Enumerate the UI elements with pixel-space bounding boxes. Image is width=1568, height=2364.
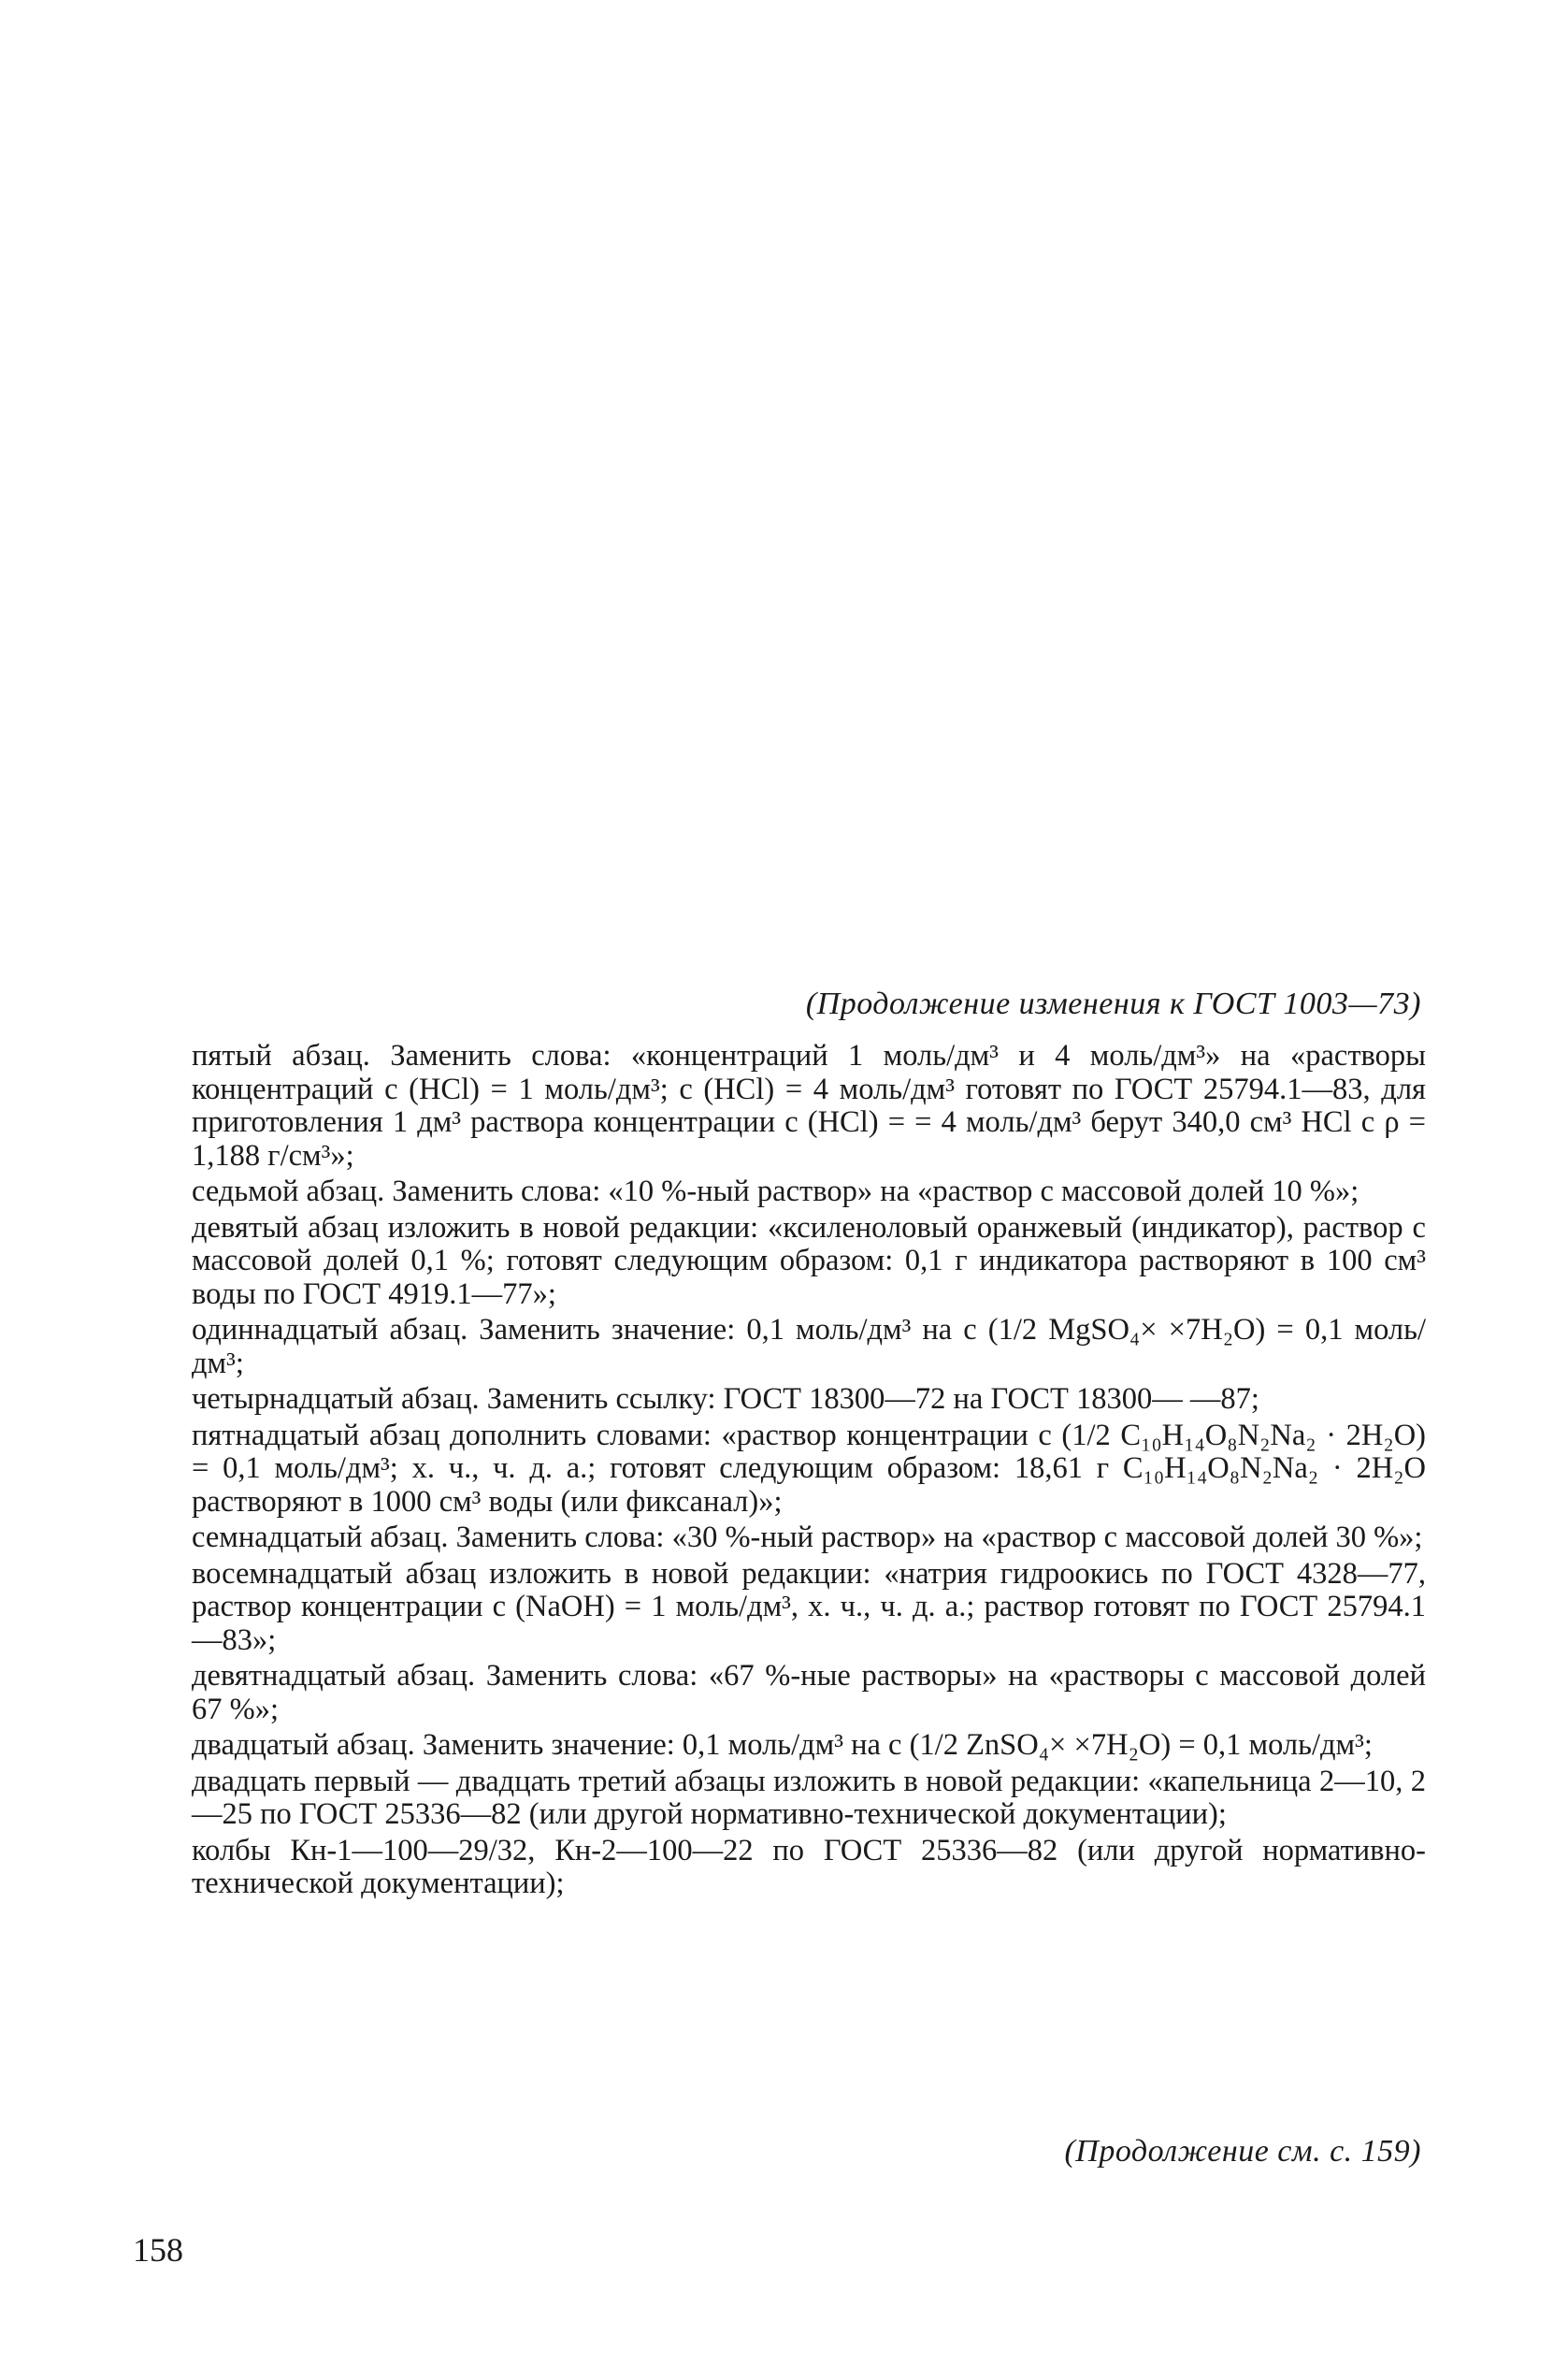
paragraph: восемнадцатый абзац изложить в новой редакции: «натрия гидроокись по ГОСТ 4328—77, раствор концентрации c (NaOH) = 1 моль/дм³, х. ч., ч. д. а.; раствор готовят по ГОСТ 25794.1—83»;	[192, 1556, 1426, 1657]
paragraph: пятнадцатый абзац дополнить словами: «раствор концентрации c (1/2 C₁₀H₁₄O₈N₂Na₂ · 2H₂O) = 0,1 моль/дм³; х. ч., ч. д. а.; готовят следующим образом: 18,61 г C₁₀H₁₄O₈N₂Na₂ · 2H₂O растворяют в 1000 см³ воды (или фиксанал)»;	[192, 1418, 1426, 1519]
paragraph: колбы Кн-1—100—29/32, Кн-2—100—22 по ГОСТ 25336—82 (или другой нормативно-технической документации);	[192, 1833, 1426, 1900]
paragraph: девятый абзац изложить в новой редакции: «ксиленоловый оранжевый (индикатор), раствор с массовой долей 0,1 %; готовят следующим образом: 0,1 г индикатора растворяют в 100 см³ воды по ГОСТ 4919.1—77»;	[192, 1210, 1426, 1311]
paragraph: одиннадцатый абзац. Заменить значение: 0,1 моль/дм³ на c (1/2 MgSO₄× ×7H₂O) = 0,1 моль/дм³;	[192, 1313, 1426, 1380]
page-number: 158	[133, 2231, 183, 2269]
body-text	[192, 1040, 1426, 1904]
running-header: (Продолжение изменения к ГОСТ 1003—73)	[805, 987, 1421, 1021]
paragraph: девятнадцатый абзац. Заменить слова: «67 %-ные растворы» на «растворы с массовой долей 67 %»;	[192, 1659, 1426, 1726]
paragraph: семнадцатый абзац. Заменить слова: «30 %-ный раствор» на «раствор с массовой долей 30 %»;	[192, 1521, 1423, 1554]
paragraph: пятый абзац. Заменить слова: «концентраций 1 моль/дм³ и 4 моль/дм³» на «растворы концентраций c (HCl) = 1 моль/дм³; c (HCl) = 4 моль/дм³ готовят по ГОСТ 25794.1—83, для приготовления 1 дм³ раствора концентрации c (HCl) = = 4 моль/дм³ берут 340,0 см³ HCl c ρ = 1,188 г/см³»;	[192, 1039, 1426, 1173]
continuation-note: (Продолжение см. с. 159)	[1064, 2134, 1421, 2169]
paragraph: четырнадцатый абзац. Заменить ссылку: ГОСТ 18300—72 на ГОСТ 18300— —87;	[192, 1382, 1259, 1416]
paragraph: двадцать первый — двадцать третий абзацы изложить в новой редакции: «капельница 2—10, 2—25 по ГОСТ 25336—82 (или другой нормативно-технической документации);	[192, 1764, 1426, 1831]
paragraph: двадцатый абзац. Заменить значение: 0,1 моль/дм³ на c (1/2 ZnSO₄× ×7H₂O) = 0,1 моль/дм³;	[192, 1728, 1373, 1762]
paragraph: седьмой абзац. Заменить слова: «10 %-ный раствор» на «раствор с массовой долей 10 %»;	[192, 1175, 1359, 1208]
